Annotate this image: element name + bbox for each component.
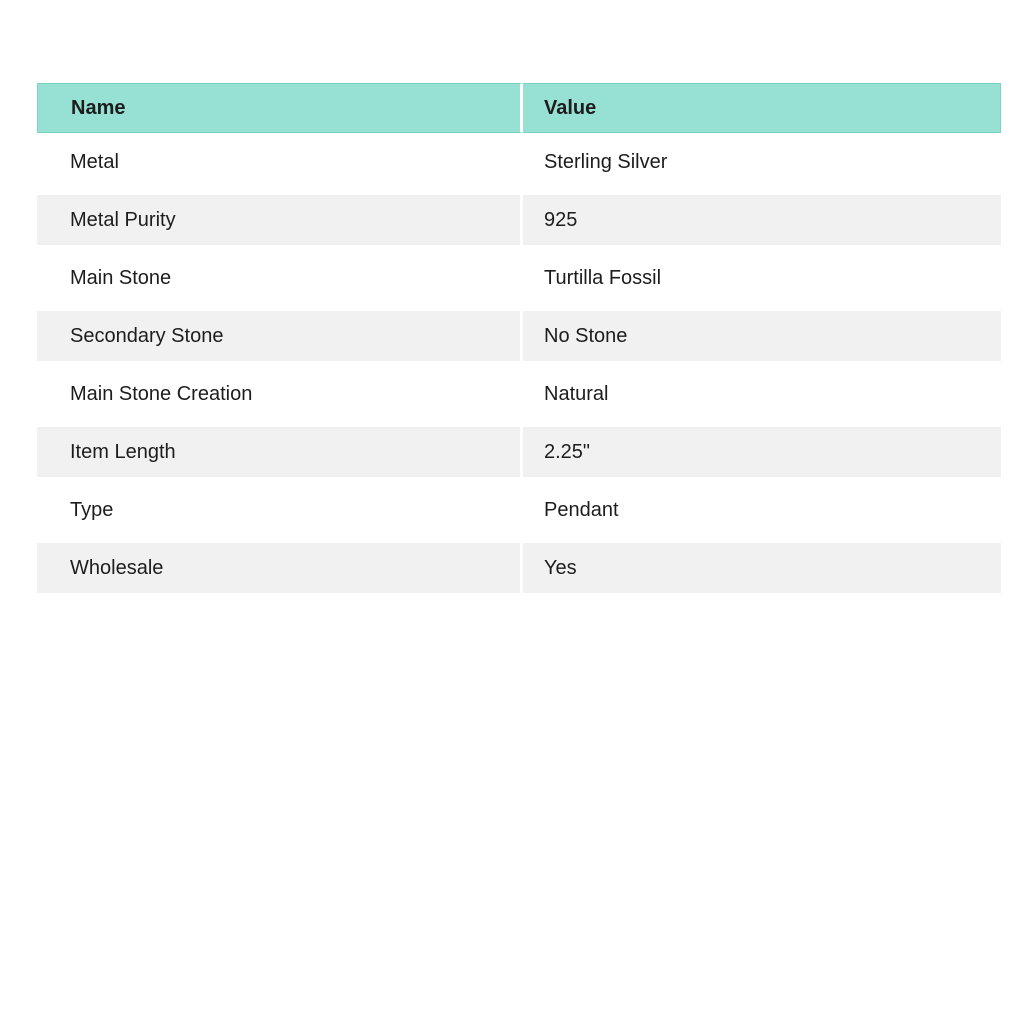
attribute-name-cell: Wholesale	[37, 543, 523, 593]
table-row	[37, 307, 1001, 365]
attribute-name-cell: Metal	[37, 133, 523, 191]
attribute-name-cell: Metal Purity	[37, 195, 523, 245]
product-attributes-table	[37, 83, 1001, 597]
attribute-name-cell: Type	[37, 481, 523, 539]
column-header-value: Value	[523, 83, 1001, 133]
attribute-name-cell: Secondary Stone	[37, 311, 523, 361]
attribute-value-cell: Yes	[544, 557, 577, 579]
table-row	[37, 249, 1001, 307]
attribute-value-cell: Natural	[544, 383, 609, 405]
attribute-value-cell: Pendant	[544, 499, 619, 521]
attribute-name-cell: Main Stone	[37, 249, 523, 307]
table-row	[37, 365, 1001, 423]
attribute-value-cell: No Stone	[544, 325, 628, 347]
table-body	[37, 133, 1001, 597]
attribute-value-cell: Sterling Silver	[544, 151, 668, 173]
table-row	[37, 191, 1001, 249]
attribute-value-cell: 2.25"	[544, 441, 591, 463]
column-header-name: Name	[37, 83, 523, 133]
table-row	[37, 539, 1001, 597]
table-row	[37, 133, 1001, 191]
attribute-value-cell: Turtilla Fossil	[544, 267, 662, 289]
attribute-name-cell: Main Stone Creation	[37, 365, 523, 423]
attribute-name-cell: Item Length	[37, 427, 523, 477]
table-row	[37, 423, 1001, 481]
attribute-value-cell: 925	[544, 209, 578, 231]
table-header-row	[37, 83, 1001, 133]
table-row	[37, 481, 1001, 539]
